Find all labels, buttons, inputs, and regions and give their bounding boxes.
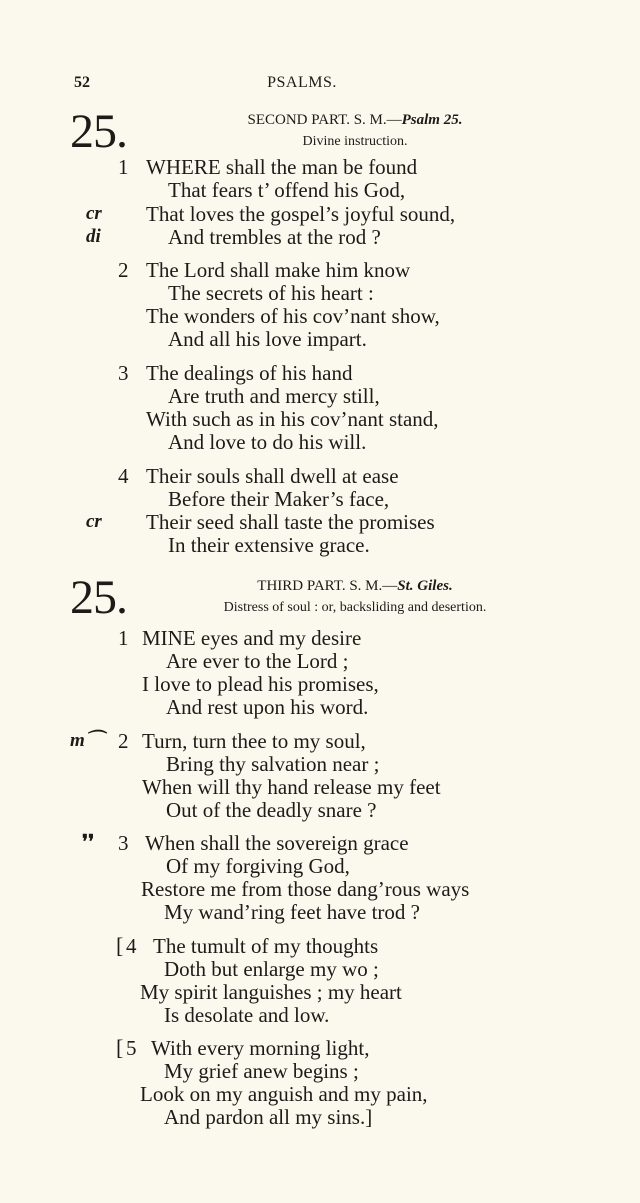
verse-number: 3 xyxy=(118,831,129,855)
dynamic-mark-cr: cr xyxy=(86,511,102,532)
verse-line: Look on my anguish and my pain, xyxy=(140,1082,428,1106)
hymn-number: 25. xyxy=(70,105,127,158)
verse-line: Their seed shall taste the promises xyxy=(146,510,435,534)
meta-source: St. Giles. xyxy=(397,578,453,594)
verse-line: Out of the deadly snare ? xyxy=(166,798,377,822)
hymn-subtitle: Divine instruction. xyxy=(302,134,408,149)
hymn-number: 25. xyxy=(70,571,127,624)
verse-line: With such as in his cov’nant stand, xyxy=(146,407,439,431)
verse-line: I love to plead his promises, xyxy=(142,672,379,696)
verse-line: Are ever to the Lord ; xyxy=(166,649,349,673)
verse-line: MINE eyes and my desire xyxy=(142,626,362,650)
verse-line: The wonders of his cov’nant show, xyxy=(146,304,440,328)
verse-line: When will thy hand release my feet xyxy=(142,775,441,799)
verse-line: When shall the sovereign grace xyxy=(145,831,409,855)
verse-line: And all his love impart. xyxy=(168,327,367,351)
dynamic-mark-cr: cr xyxy=(86,203,102,224)
dynamic-mark-pause: ❜❜ xyxy=(82,832,95,853)
verse-line: Doth but enlarge my wo ; xyxy=(164,957,379,981)
hymn-heading xyxy=(70,571,570,624)
verse-line: My grief anew begins ; xyxy=(164,1059,359,1083)
open-bracket: [ xyxy=(116,933,124,958)
verse-line: My spirit languishes ; my heart xyxy=(140,980,402,1004)
verse-number: 3 xyxy=(118,361,129,385)
verse-line: The tumult of my thoughts xyxy=(153,934,379,958)
verse-line: My wand’ring feet have trod ? xyxy=(164,900,420,924)
verse-line: That loves the gospel’s joyful sound, xyxy=(146,202,456,226)
meta-source: Psalm 25. xyxy=(401,112,463,128)
page-number: 52 xyxy=(74,74,90,91)
hymn-subtitle: Distress of soul : or, backsliding and desertion. xyxy=(223,600,487,615)
verse-number: 1 xyxy=(118,626,129,650)
verse-line: In their extensive grace. xyxy=(168,533,370,557)
verse-line: The Lord shall make him know xyxy=(146,258,411,282)
verse-line: And trembles at the rod ? xyxy=(168,225,381,249)
verse-line: And love to do his will. xyxy=(168,430,367,454)
verse-line: Turn, turn thee to my soul, xyxy=(142,729,366,753)
hymn-meta xyxy=(70,112,570,129)
verse-line: Before their Maker’s face, xyxy=(168,487,390,511)
verse-number: 5 xyxy=(126,1036,137,1060)
open-bracket: [ xyxy=(116,1035,124,1060)
verse-number: 1 xyxy=(118,155,129,179)
verse-line: WHERE shall the man be found xyxy=(146,155,418,179)
verse-line: Restore me from those dang’rous ways xyxy=(141,877,470,901)
hymn-meta xyxy=(70,578,570,595)
verse-line: Is desolate and low. xyxy=(164,1003,330,1027)
verse-line: That fears t’ offend his God, xyxy=(168,178,406,202)
verse-number: 2 xyxy=(118,258,129,282)
verse-number: 4 xyxy=(126,934,137,958)
running-title: PSALMS. xyxy=(267,74,337,91)
verse-line: Of my forgiving God, xyxy=(166,854,350,878)
verse-line: And rest upon his word. xyxy=(166,695,369,719)
meta-prefix: THIRD PART. S. M.— xyxy=(257,578,398,594)
verse-line: Bring thy salvation near ; xyxy=(166,752,380,776)
verse-line: And pardon all my sins.] xyxy=(164,1105,373,1129)
dynamic-mark-di: di xyxy=(86,226,101,247)
hymn-heading xyxy=(70,105,570,158)
running-header xyxy=(74,74,530,98)
verse-line: Their souls shall dwell at ease xyxy=(146,464,399,488)
meta-prefix: SECOND PART. S. M.— xyxy=(247,112,402,128)
verse-line: With every morning light, xyxy=(151,1036,370,1060)
verse-line: Are truth and mercy still, xyxy=(168,384,380,408)
verse-line: The dealings of his hand xyxy=(146,361,353,385)
verse-number: 4 xyxy=(118,464,129,488)
verse-number: 2 xyxy=(118,729,129,753)
verse-line: The secrets of his heart : xyxy=(168,281,374,305)
dynamic-mark-swell: m⌒ xyxy=(70,730,104,751)
